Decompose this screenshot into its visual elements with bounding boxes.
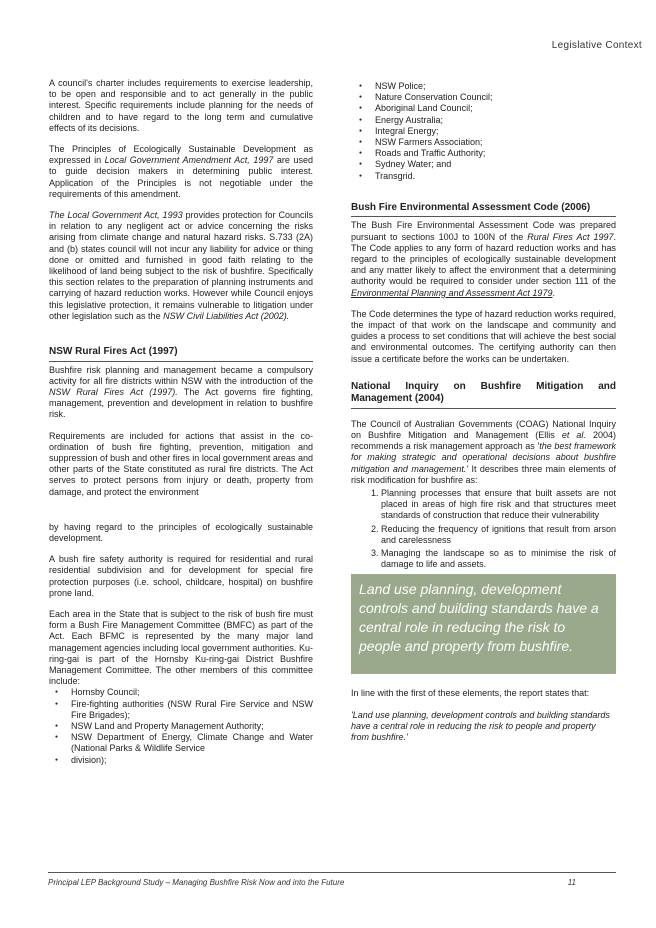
pull-quote-callout: Land use planning, development controls and building standards have a central role in reducing the risk to people and property from bushfire. <box>351 574 616 674</box>
list-item: ● Energy Australia; <box>375 115 616 126</box>
text: It describes three main elements of risk modification for bushfire as: <box>351 463 616 485</box>
spacer <box>351 182 616 202</box>
act-title: Rural Fires Act 1997 <box>527 231 614 242</box>
text: . The Code applies to any form of hazard reduction works and has regard to the principles of ecologically sustainable development and any matter likely to affect the environment that a determining authority would be required to consider under section 111 of the <box>351 231 616 287</box>
list-item: 1. Planning processes that ensure that built assets are not placed in areas of high fire risk and that structures meet standards of construction that reduce their vulnerability <box>381 488 616 522</box>
page-number: 11 <box>567 878 576 887</box>
list-item: ● Hornsby Council; <box>71 687 313 698</box>
list-item: ● Roads and Traffic Authority; <box>375 148 616 159</box>
paragraph: A council's charter includes requirements to exercise leadership, to be open and responsible and to act generally in the public interest. Specific requirements include planning for the needs of children and to have regard to the long term and cumulative effects of its decisions. <box>49 78 313 133</box>
quote-paragraph: 'Land use planning, development controls and building standards have a central role in reducing the risk to people and property from bushfire.' <box>351 709 610 743</box>
paragraph <box>49 365 313 421</box>
section-heading: Bush Fire Environmental Assessment Code (2006) <box>351 202 616 218</box>
text: 2004) recommends a risk management approach as ' <box>351 429 616 452</box>
list-item: ● Fire-fighting authorities (NSW Rural Fire Service and NSW Fire Brigades); <box>71 699 313 721</box>
paragraph: by having regard to the principles of ecologically sustainable development. <box>49 521 313 543</box>
footer-title: Principal LEP Background Study – Managing Bushfire Risk Now and into the Future <box>48 878 345 887</box>
right-column <box>351 81 616 753</box>
quote-text: the best framework for making strategic and operational decisions about bushfire mitigation and management.' <box>351 441 617 474</box>
list-item: 3. Managing the landscape so as to minimise the risk of damage to life and assets. <box>381 548 616 570</box>
paragraph <box>351 220 616 298</box>
paragraph: In line with the first of these elements, the report states that: <box>351 688 590 699</box>
text: . <box>552 287 555 298</box>
text: The Council of Australian Governments (COAG) National Inquiry on Bushfire Mitigation and Management (Ellis <box>351 418 616 440</box>
footer-divider <box>48 872 616 873</box>
spacer <box>49 508 313 522</box>
section-heading: National Inquiry on Bushfire Mitigation and Management (2004) <box>351 381 616 409</box>
paragraph: A bush fire safety authority is required for residential and rural residential subdivision and for development for special fire protection purposes (i.e. school, childcare, hospital) on bushfire prone land. <box>49 554 313 598</box>
committee-list-continued <box>351 81 616 182</box>
list-item: ● Nature Conservation Council; <box>375 92 616 103</box>
act-title: The Local Government Act, 1993 <box>49 210 183 221</box>
list-item: ● NSW Department of Energy, Climate Change and Water (National Parks & Wildlife Service <box>71 732 313 754</box>
text: Bushfire risk planning and management became a compulsory activity for all fire districts within NSW with the introduction of the <box>49 364 313 386</box>
section-heading: NSW Rural Fires Act (1997) <box>49 346 313 362</box>
list-item: ● Integral Energy; <box>375 126 616 137</box>
list-item: ● Sydney Water; and <box>375 159 616 170</box>
running-header: Legislative Context <box>551 40 642 51</box>
text: et al. <box>561 429 586 440</box>
act-title: NSW Civil Liabilities Act (2002). <box>163 310 290 321</box>
act-title: Local Government Amendment Act, 1997 <box>104 155 274 166</box>
act-title: NSW Rural Fires Act (1997). <box>49 386 178 397</box>
paragraph: Requirements are included for actions that assist in the co-ordination of bush fire fighting, prevention, mitigation and suppression of bush and other fires in local government areas and other parts of the State constituted as rural fire districts. The Act serves to protect persons from injury or death, property from damage, and protect the environment <box>49 430 313 497</box>
spacer <box>49 332 313 346</box>
text: The Bush Fire Environmental Assessment Code was prepared pursuant to sections 100J to 100N of the <box>351 220 616 242</box>
list-item: ● Aboriginal Land Council; <box>375 103 616 114</box>
committee-list <box>49 687 313 765</box>
paragraph <box>49 144 313 200</box>
text: The Act governs fire fighting, management, prevention and development in relation to bushfire risk. <box>49 386 313 420</box>
left-column <box>49 78 313 766</box>
paragraph: Each area in the State that is subject to the risk of bush fire must form a Bush Fire Management Committee (BMFC) as part of the Act. Each BFMC is represented by the many major land management agencies including local government authorities. Ku-ring-gai is part of the Hornsby Ku-ring-gai District Bushfire Management Committee. The other members of this committee include: <box>49 609 313 687</box>
paragraph <box>49 210 313 322</box>
list-item: ● NSW Land and Property Management Authority; <box>71 721 313 732</box>
paragraph: The Code determines the type of hazard reduction works required, the impact of that work on the landscape and community and guides a process to set conditions that will achieve the best social and environmental outcomes. The certifying authority can then issue a certificate before the works can be undertaken. <box>351 308 616 364</box>
act-title: Environmental Planning and Assessment Act 1979 <box>351 287 553 298</box>
list-item: ● NSW Police; <box>375 81 616 92</box>
text: provides protection for Councils in relation to any negligent act or advice concerning the risks arising from climate change and natural hazard risks. S.733 (2A) and (b) states council will not incur any liability for advice or thing done or omitted and furnished in good faith relating to the likelihood of land being subject to the risk of bushfire. Specifically this section relates to the preparation of planning instruments and carrying of hazard reduction works. However while Council enjoys this legislative protection, it remains vulnerable to litigation under other legislation such as the <box>49 210 313 321</box>
list-item: ● NSW Farmers Association; <box>375 137 616 148</box>
list-item: ● Transgrid. <box>375 171 616 182</box>
list-item: 2. Reducing the frequency of ignitions that result from arson and carelessness <box>381 524 616 546</box>
text: are used to guide decision makers in determining public interest. Application of the Principles is not negotiable under the requirements of this amendment. <box>49 155 314 199</box>
paragraph <box>351 419 616 486</box>
list-item: ● division); <box>71 755 313 766</box>
risk-elements-list <box>351 488 616 570</box>
text: The Principles of Ecologically Sustainable Development as expressed in <box>49 144 313 166</box>
